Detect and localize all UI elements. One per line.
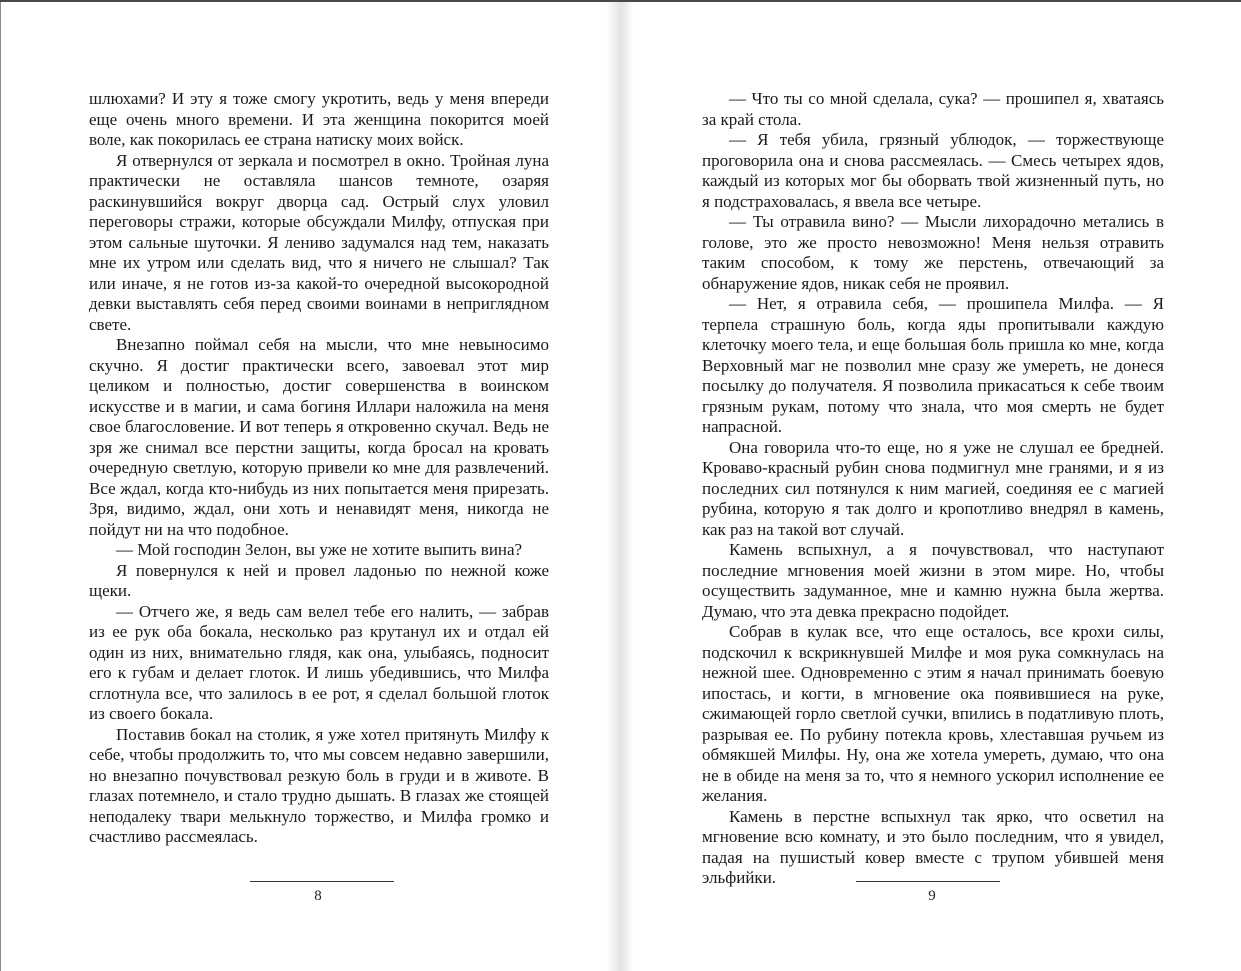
footer-rule bbox=[856, 881, 1000, 882]
left-page bbox=[0, 2, 620, 971]
paragraph: Она говорила что-то еще, но я уже не слушал ее бредней. Кроваво-красный рубин снова подмигнул мне гранями, и я из последних сил потянулся к ним магией, соединяя ее с магией рубина, которую я так долго и кропотливо внедрял в камень, как раз на такой вот случай. bbox=[702, 437, 1164, 539]
paragraph: Внезапно поймал себя на мысли, что мне невыносимо скучно. Я достиг практически всего, завоевал этот мир целиком и полностью, достиг совершенства в воинском искусстве и в магии, и сама богиня Иллари наложила на меня свое благословение. И вот теперь я откровенно скучал. Ведь не зря же снимал все перстни защиты, когда бросал на кровать очередную светлую, которую привели ко мне для развлечений. Все ждал, когда кто-нибудь из них попытается меня прирезать. Зря, видимо, ждал, они хоть и ненавидят меня, никогда не пойдут ни на что подобное. bbox=[89, 335, 549, 539]
paragraph: Я повернулся к ней и провел ладонью по нежной коже щеки. bbox=[89, 560, 549, 600]
paragraph: Камень вспыхнул, а я почувствовал, что наступают последние мгновения моей жизни в этом мире. Но, чтобы осуществить задуманное, мне и камню нужна была жертва. Думаю, что эта девка прекрасно подойдет. bbox=[702, 540, 1164, 621]
paragraph: Я отвернулся от зеркала и посмотрел в окно. Тройная луна практически не оставляла шансов темноте, озаряя раскинувшийся вокруг дворца сад. Острый слух уловил переговоры стражи, которые обсуждали Милфу, отпуская при этом сальные шуточки. Я лениво задумался над тем, наказать мне их утром или сделать вид, что я ничего не слышал? Так или иначе, я не готов из-за какой-то очередной высокородной девки выставлять себя перед своими воинами в неприглядном свете. bbox=[89, 150, 549, 334]
paragraph: — Мой господин Зелон, вы уже не хотите выпить вина? bbox=[116, 540, 523, 559]
gutter-shadow bbox=[620, 2, 634, 971]
paragraph: Поставив бокал на столик, я уже хотел притянуть Милфу к себе, чтобы продолжить то, что мы совсем недавно завершили, но внезапно почувствовал резкую боль в груди и в животе. В глазах потемнело, и стало трудно дышать. В глазах же стоящей неподалеку твари мелькнуло торжество, и Милфа громко и счастливо рассмеялась. bbox=[89, 724, 549, 846]
right-page-text bbox=[702, 89, 1164, 889]
paragraph: шлюхами? И эту я тоже смогу укротить, ведь у меня впереди еще очень много времени. И эта женщина покорится моей воле, как покорилась ее страна натиску моих войск. bbox=[89, 89, 549, 149]
paragraph: Камень в перстне вспыхнул так ярко, что осветил на мгновение всю комнату, и это было последним, что я увидел, падая на пушистый ковер вместе с трупом убившей меня эльфийки. bbox=[702, 806, 1164, 887]
page-number: 9 bbox=[928, 888, 936, 904]
paragraph: — Что ты со мной сделала, сука? — прошипел я, хватаясь за край стола. bbox=[702, 89, 1164, 129]
paragraph: — Отчего же, я ведь сам велел тебе его налить, — забрав из ее рук оба бокала, несколько раз крутанул их и отдал ей один из них, внимательно глядя, как она, улыбаясь, подносит его к губам и делает глоток. И лишь убедившись, что Милфа сглотнула все, что залилось в ее рот, я сделал большой глоток из своего бокала. bbox=[89, 601, 549, 723]
paragraph: Собрав в кулак все, что еще осталось, все крохи силы, подскочил к вскрикнувшей Милфе и моя рука сомкнулась на нежной шее. Одновременно с этим я начал принимать боевую ипостась, и когти, в мгновение ока появившиеся на руке, сжимающей горло светлой сучки, впились в податливую плоть, разрывая ее. По рубину потекла кровь, хлеставшая ручьем из обмякшей Милфы. Ну, она же хотела умереть, думаю, что она не в обиде на меня за то, что я немного ускорил исполнение ее желания. bbox=[702, 622, 1164, 805]
paragraph: — Я тебя убила, грязный ублюдок, — торжествующе проговорила она и снова рассмеялась. — Смесь четырех ядов, каждый из которых мог бы оборвать твой жизненный путь, но я подстраховалась, я ввела все четыре. bbox=[702, 130, 1164, 211]
paragraph: — Ты отравила вино? — Мысли лихорадочно метались в голове, это же просто невозможно! Меня нельзя отравить таким способом, к тому же перстень, отвечающий за обнаружение ядов, никак себя не проявил. bbox=[702, 212, 1164, 293]
footer-rule bbox=[250, 881, 394, 882]
gutter-shadow bbox=[606, 2, 620, 971]
paragraph: — Нет, я отравила себя, — прошипела Милфа. — Я терпела страшную боль, когда яды пропитывали каждую клеточку моего тела, и еще большая боль пришла ко мне, когда Верховный маг не позволил мне сразу же умереть, не донеся посылку до получателя. Я позволила прикасаться к себе твоим грязным рукам, потому что знала, что моя смерть не будет напрасной. bbox=[702, 294, 1164, 436]
right-page bbox=[620, 2, 1241, 971]
page-number: 8 bbox=[314, 888, 322, 904]
left-page-text bbox=[89, 89, 549, 848]
